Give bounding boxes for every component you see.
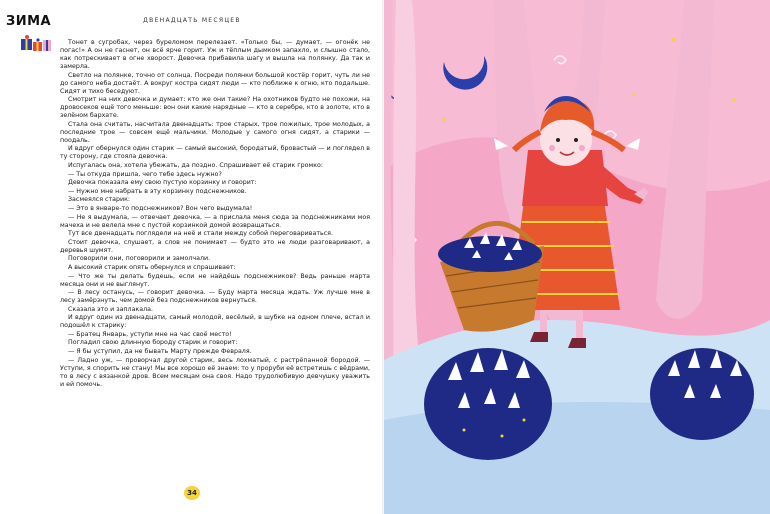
story-paragraph: Стала она считать, насчитала двенадцать: трое старых, трое пожилых, трое молодых, а последние трое — совсем ещё мальчики. Молодые у самого огня сидят, а старики — поодаль. bbox=[60, 120, 370, 144]
page-number: 34 bbox=[184, 486, 200, 500]
story-paragraph: Стоит девочка, слушает, а слов не понимает — будто это не люди разговаривают, а деревья шумят. bbox=[60, 238, 370, 254]
snowdrop-bush-left bbox=[424, 348, 552, 460]
story-paragraph: — В лесу останусь, — говорит девочка. — Буду марта месяца ждать. Уж лучше мне в лесу замёрзнуть, чем домой без подснежников вернуться. bbox=[60, 289, 370, 305]
gift-icon bbox=[20, 34, 52, 54]
story-paragraph: — Это в январе-то подснежников? Вон чего выдумала! bbox=[68, 204, 253, 212]
section-title: ЗИМА bbox=[6, 14, 52, 29]
story-paragraph: И вдруг обернулся один старик — самый высокий, бородатый, бровастый — и поглядел в ту сторону, где стояла девочка. bbox=[60, 145, 370, 161]
story-text bbox=[60, 39, 370, 389]
story-paragraph: Засмеялся старик: bbox=[68, 196, 131, 204]
story-paragraph: — Братец Январь, уступи мне на час своё место! bbox=[68, 330, 232, 338]
story-paragraph: И вдруг один из двенадцати, самый молодой, весёлый, в шубке на одном плече, встал и подошёл к старику: bbox=[60, 314, 370, 330]
story-paragraph: Сказала это и заплакала. bbox=[68, 305, 153, 313]
left-page bbox=[0, 0, 384, 514]
story-paragraph: Погладил свою длинную бороду старик и говорит: bbox=[68, 339, 238, 347]
story-paragraph: — Не я выдумала, — отвечает девочка, — а прислала меня сюда за подснежниками моя мачеха и не велела мне с пустой корзинкой домой возвращаться. bbox=[60, 213, 370, 229]
story-paragraph: Тонет в сугробах, через буреломом перелезает. «Только бы, — думает, — огонёк не погас!» А он не гаснет, он всё ярче горит. Уж и тёплым дымком запахло, и слышно стало, как потрескивает в огне хворост. Девочка прибавила шагу и вышла на полянку. Да так и замерла. bbox=[60, 39, 370, 70]
story-paragraph: Смотрит на них девочка и думает: кто же они такие? На охотников будто не похожи, на дровосеков ещё того меньше: вон они какие нарядные — кто в серебре, кто в золоте, кто в зелёном бархате. bbox=[60, 96, 370, 120]
story-paragraph: — Ты откуда пришла, чего тебе здесь нужно? bbox=[68, 170, 222, 178]
story-paragraph: Тут все двенадцать поглядели на неё и стали между собой переговариваться. bbox=[68, 230, 333, 238]
story-paragraph: Девочка показала ему свою пустую корзинку и говорит: bbox=[68, 179, 257, 187]
story-paragraph: — Что же ты делать будешь, если не найдёшь подснежников? Ведь раньше марта месяца они и не выглянут. bbox=[60, 272, 370, 288]
story-paragraph: Испугалась она, хотела убежать, да поздно. Спрашивает её старик громко: bbox=[68, 161, 323, 169]
running-title: ДВЕНАДЦАТЬ МЕСЯЦЕВ bbox=[143, 17, 241, 24]
story-paragraph: — Ладно уж, — проворчал другой старик, весь лохматый, с растрёпанной бородой. — Уступи, я спорить не стану! Мы все хорошо её знаем: то у проруби её встретишь с вёдрами, то в лесу с вязанкой дров. Всем месяцам она своя. Надо трудолюбивую девчушку уважить и ей помочь. bbox=[60, 356, 370, 388]
story-paragraph: А высокий старик опять обернулся и спрашивает: bbox=[68, 263, 236, 271]
snowdrop-bush-right bbox=[650, 348, 754, 440]
illustration-page bbox=[384, 0, 770, 514]
story-paragraph: Поговорили они, поговорили и замолчали. bbox=[68, 255, 211, 263]
story-paragraph: — Нужно мне набрать в эту корзинку подснежников. bbox=[68, 187, 247, 195]
illustration bbox=[384, 0, 770, 514]
story-paragraph: Светло на полянке, точно от солнца. Посреди полянки большой костёр горит, чуть ли не до самого неба достаёт. А вокруг костра сидят люди — кто поближе к огню, кто подальше. Сидят и тихо беседуют. bbox=[60, 71, 370, 95]
story-paragraph: — Я бы уступил, да не бывать Марту прежде Февраля. bbox=[68, 348, 252, 356]
